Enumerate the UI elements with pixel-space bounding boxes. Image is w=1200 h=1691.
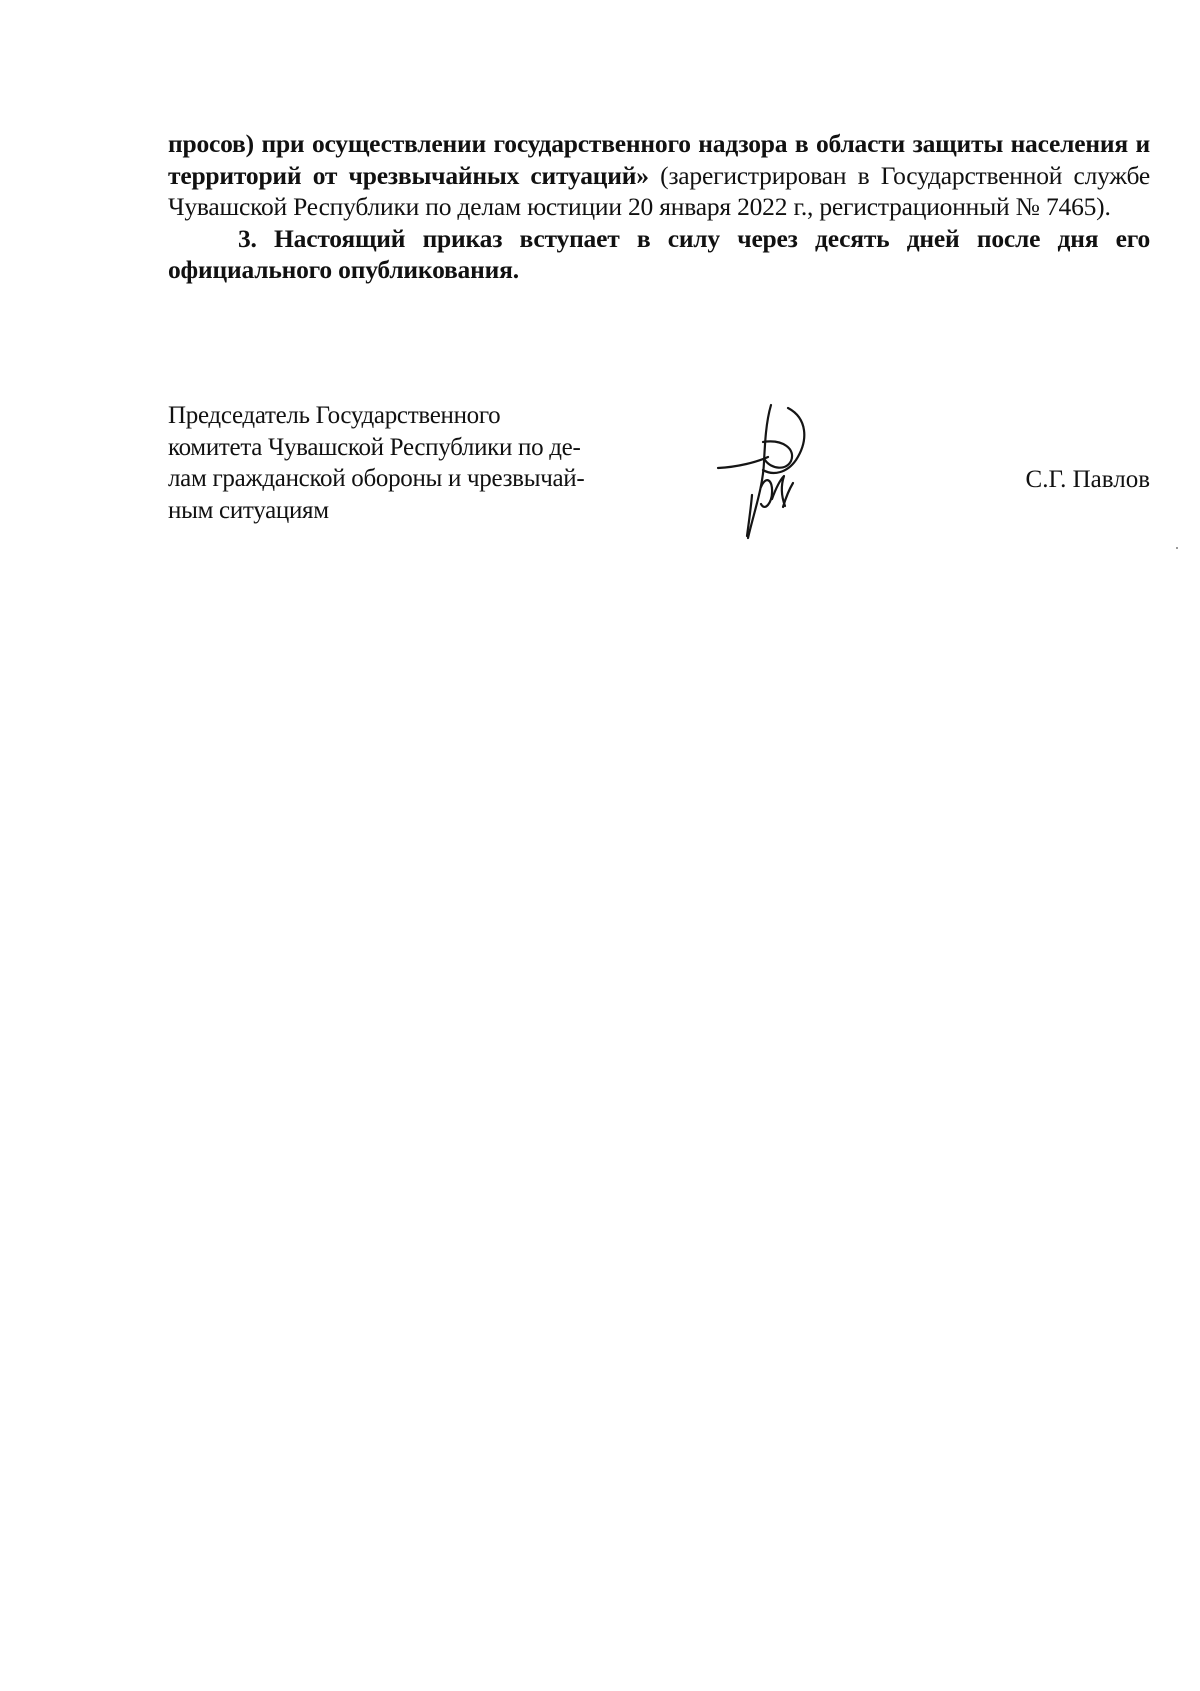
signer-title bbox=[168, 400, 628, 526]
paragraph-continuation bbox=[168, 128, 1150, 223]
document-body bbox=[168, 128, 1150, 286]
signer-title-line-4: ным ситуациям bbox=[168, 496, 329, 524]
scan-mark bbox=[1176, 547, 1178, 549]
paragraph-continuation-normal: (зарегистрирован в Государственной службе Чувашской Республики по делам юстиции 20 января 2022 г., регистрационный № 7465). bbox=[168, 160, 1150, 221]
signature-block bbox=[0, 400, 1200, 560]
handwritten-signature bbox=[708, 400, 828, 550]
signer-name: С.Г. Павлов bbox=[1025, 466, 1150, 493]
signer-title-line-3: лам гражданской обороны и чрезвычай- bbox=[168, 465, 585, 492]
paragraph-3: 3. Настоящий приказ вступает в силу через десять дней после дня его официального опубликования. bbox=[168, 223, 1150, 284]
signer-title-line-2: комитета Чувашской Республики по де- bbox=[168, 433, 581, 461]
signer-title-line-1: Председатель Государственного bbox=[168, 402, 501, 429]
paragraph-continuation-bold: просов) при осуществлении государственного надзора в области защиты населения и территорий от чрезвычайных ситуаций» bbox=[168, 129, 1150, 190]
